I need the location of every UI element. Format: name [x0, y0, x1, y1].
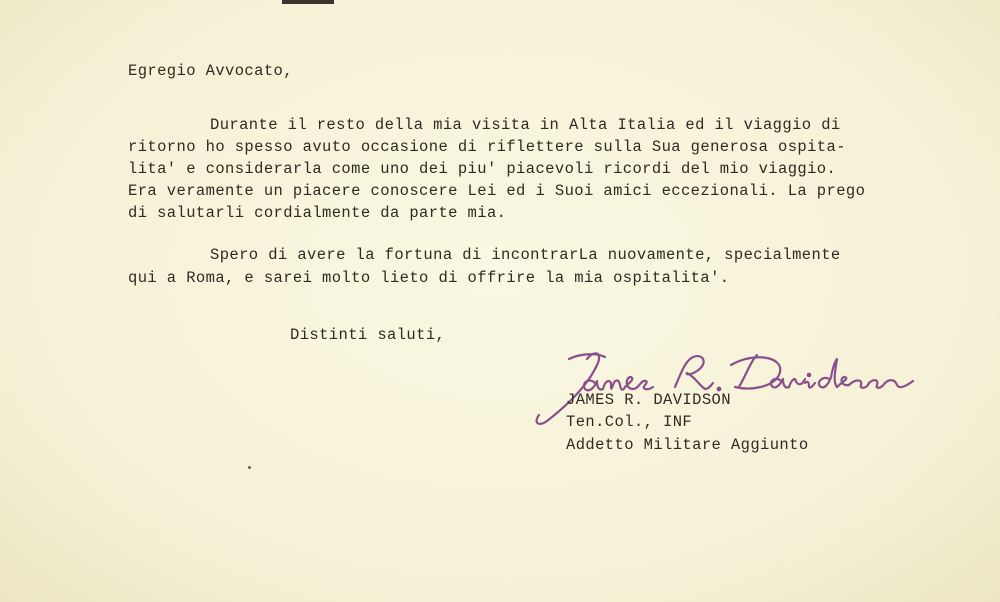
paragraph2-line1: Spero di avere la fortuna di incontrarLa nuovamente, specialmente	[210, 246, 841, 264]
paper-speck	[248, 466, 251, 469]
paragraph1-line2: ritorno ho spesso avuto occasione di riflettere sulla Sua generosa ospita-	[128, 138, 846, 156]
signer-rank: Ten.Col., INF	[566, 413, 693, 431]
closing: Distinti saluti,	[290, 326, 446, 344]
paragraph2-line2: qui a Roma, e sarei molto lieto di offrire la mia ospitalita'.	[128, 269, 730, 287]
signer-name: JAMES R. DAVIDSON	[566, 391, 731, 409]
paragraph1-line5: di salutarli cordialmente da parte mia.	[128, 204, 507, 222]
paragraph1-line3: lita' e considerarla come uno dei piu' piacevoli ricordi del mio viaggio.	[128, 160, 837, 178]
signer-title: Addetto Militare Aggiunto	[566, 436, 809, 454]
salutation: Egregio Avvocato,	[128, 62, 293, 80]
paragraph1-line4: Era veramente un piacere conoscere Lei ed i Suoi amici eccezionali. La prego	[128, 182, 866, 200]
top-edge-mark	[282, 0, 334, 4]
paragraph1-line1: Durante il resto della mia visita in Alta Italia ed il viaggio di	[210, 116, 841, 134]
